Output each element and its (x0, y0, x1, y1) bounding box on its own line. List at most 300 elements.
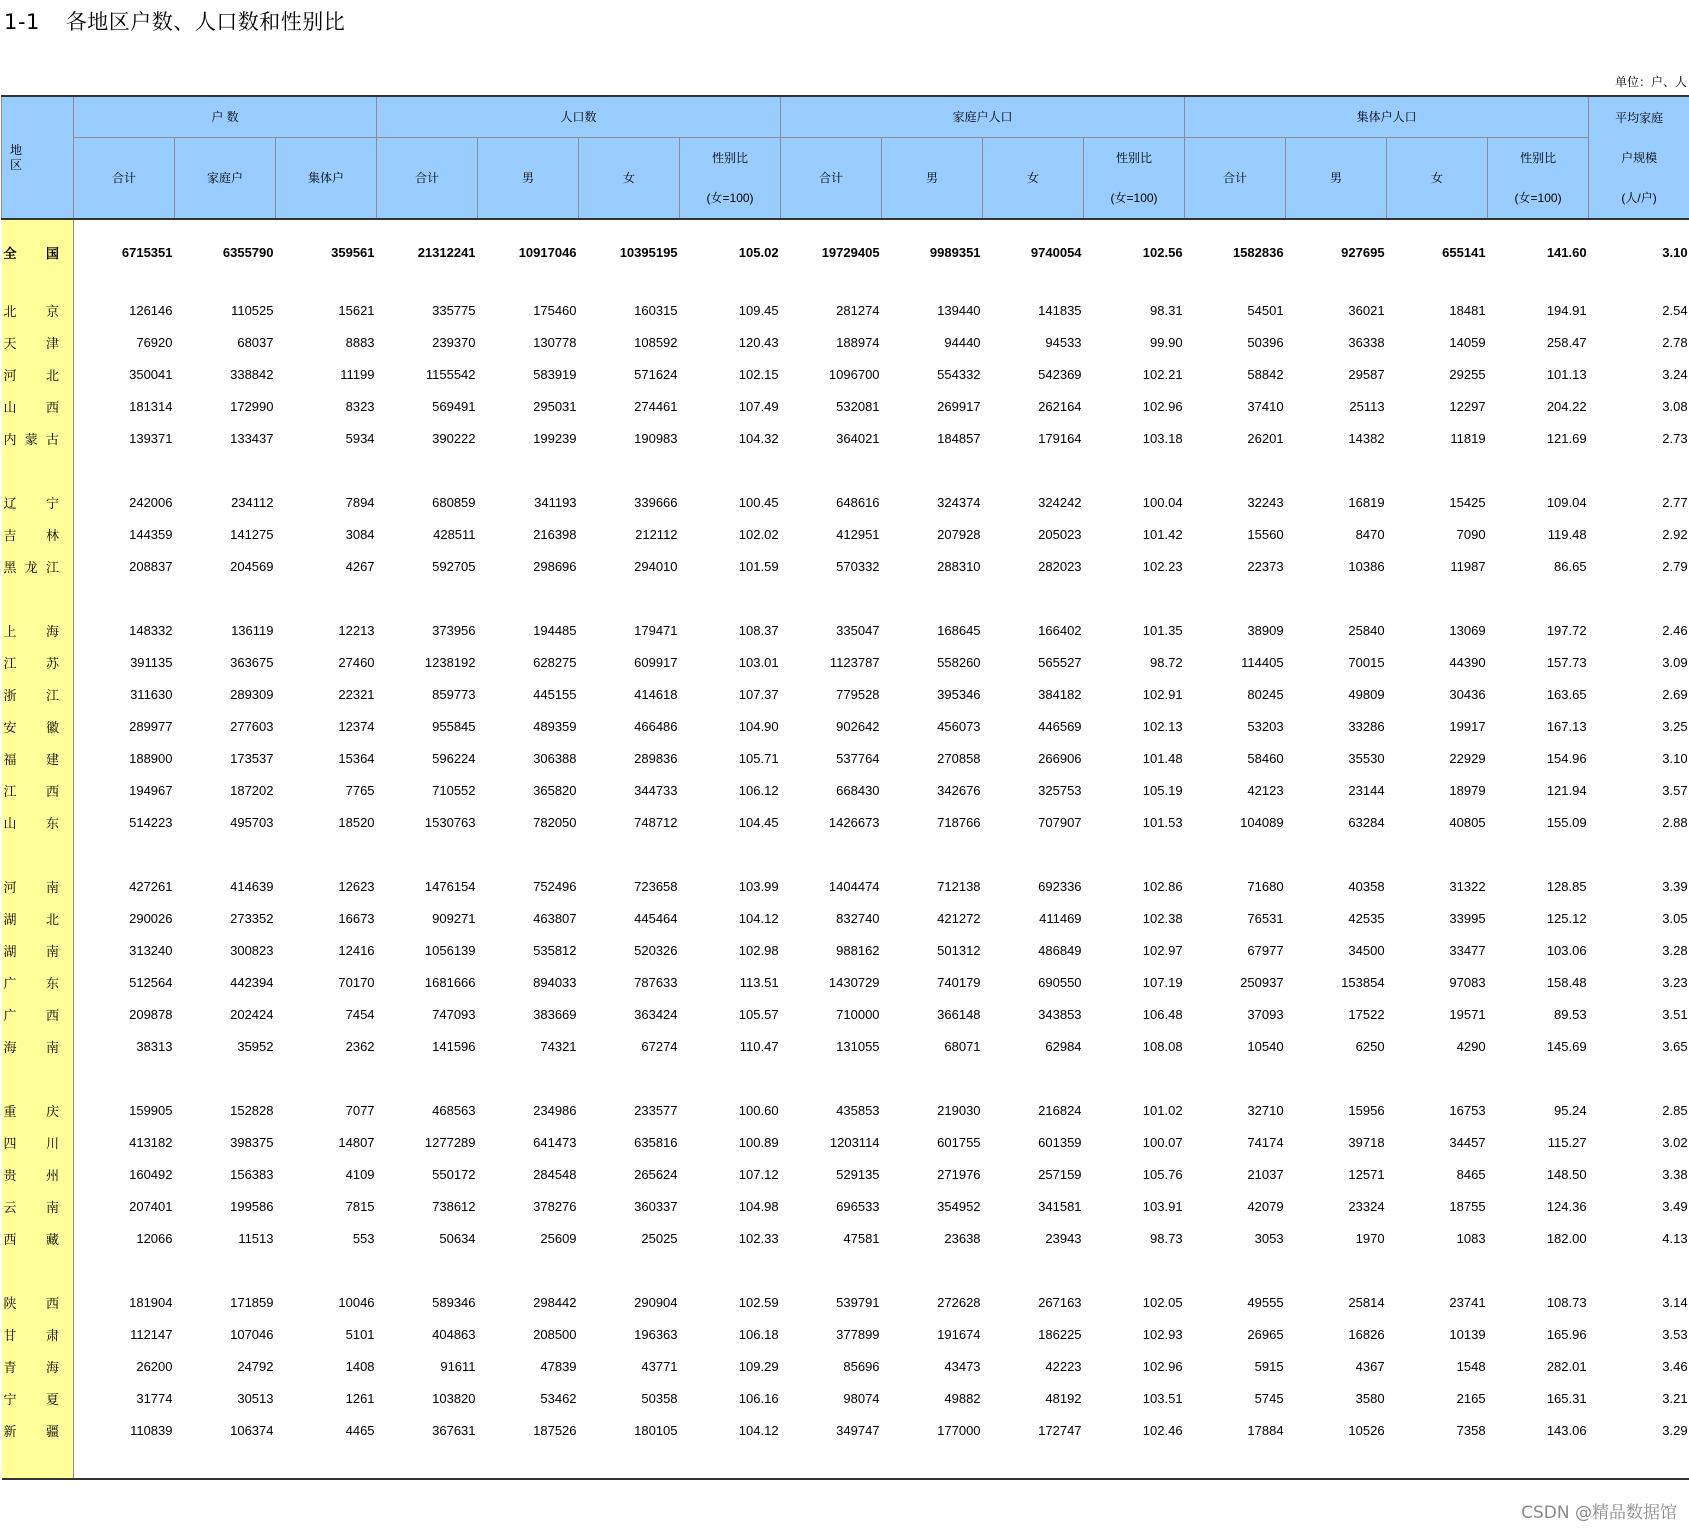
value-cell: 171859 (230, 1294, 274, 1310)
value-cell: 94440 (944, 334, 981, 350)
spacer-cell (680, 1446, 781, 1479)
value-cell: 10139 (1449, 1326, 1486, 1342)
value-cell: 412951 (836, 526, 880, 542)
value-cell: 97083 (1449, 974, 1486, 990)
value-cell: 569491 (432, 398, 476, 414)
value-cell: 194967 (129, 782, 173, 798)
value-cell: 124.36 (1546, 1198, 1587, 1214)
value-cell: 50634 (439, 1230, 476, 1246)
value-cell: 104.12 (738, 910, 779, 926)
value-cell: 13069 (1449, 622, 1486, 638)
value-cell: 738612 (432, 1198, 476, 1214)
value-cell: 8470 (1355, 526, 1385, 542)
value-cell: 109.45 (738, 302, 779, 318)
value-cell: 257159 (1038, 1166, 1082, 1182)
value-cell: 233577 (634, 1102, 678, 1118)
header-households: 户 数 (74, 96, 377, 138)
value-cell: 707907 (1038, 814, 1082, 830)
spacer-cell (1286, 838, 1387, 870)
value-cell: 100.60 (738, 1102, 779, 1118)
spacer-cell (377, 838, 478, 870)
value-cell: 15560 (1247, 526, 1284, 542)
spacer-cell (74, 838, 175, 870)
value-cell: 70170 (338, 974, 375, 990)
value-cell: 3.53 (1662, 1326, 1688, 1342)
region-name: 上海 (2, 614, 74, 646)
spacer-row (2, 1254, 1689, 1286)
value-cell: 298442 (533, 1294, 577, 1310)
region-name: 浙江 (2, 678, 74, 710)
table-row (2, 1126, 1689, 1158)
value-cell: 121.94 (1546, 782, 1587, 798)
spacer-cell (983, 838, 1084, 870)
value-cell: 99.90 (1150, 334, 1183, 350)
value-cell: 3.46 (1662, 1358, 1688, 1374)
value-cell: 787633 (634, 974, 678, 990)
value-cell: 25814 (1348, 1294, 1385, 1310)
value-cell: 363424 (634, 1006, 678, 1022)
value-cell: 648616 (836, 494, 880, 510)
table-row (2, 934, 1689, 966)
value-cell: 341581 (1038, 1198, 1082, 1214)
region-name: 甘肃 (2, 1318, 74, 1350)
value-cell: 3.39 (1662, 878, 1688, 894)
table-row (2, 486, 1689, 518)
table-row (2, 294, 1689, 326)
spacer-cell (1084, 1062, 1185, 1094)
value-cell: 38313 (136, 1038, 173, 1054)
value-cell: 49555 (1247, 1294, 1284, 1310)
spacer-cell (1387, 454, 1488, 486)
value-cell: 212112 (635, 526, 678, 542)
value-cell: 282023 (1038, 558, 1082, 574)
spacer-cell (74, 582, 175, 614)
value-cell: 3.09 (1662, 654, 1688, 670)
value-cell: 103.01 (738, 654, 779, 670)
value-cell: 105.76 (1142, 1166, 1183, 1182)
region-spacer (2, 268, 74, 294)
header-col-female: 女 (1387, 138, 1488, 220)
value-cell: 108.08 (1142, 1038, 1183, 1054)
value-cell: 143.06 (1546, 1422, 1587, 1438)
value-cell: 641473 (533, 1134, 577, 1150)
value-cell: 141596 (432, 1038, 476, 1054)
value-cell: 187526 (533, 1422, 577, 1438)
value-cell: 100.07 (1142, 1134, 1183, 1150)
value-cell: 208837 (129, 558, 173, 574)
value-cell: 42535 (1348, 910, 1385, 926)
value-cell: 108592 (634, 334, 678, 350)
value-cell: 102.93 (1142, 1326, 1183, 1342)
value-cell: 113.51 (739, 974, 779, 990)
value-cell: 273352 (230, 910, 274, 926)
header-fam-female: 女 (983, 138, 1084, 220)
table-row (2, 1382, 1689, 1414)
value-cell: 139371 (129, 430, 173, 446)
value-cell: 58460 (1247, 750, 1284, 766)
value-cell: 398375 (230, 1134, 274, 1150)
value-cell: 277603 (230, 718, 274, 734)
header-hh-family: 家庭户 (175, 138, 276, 220)
value-cell: 104.90 (738, 718, 779, 734)
value-cell: 445155 (533, 686, 577, 702)
value-cell: 468563 (432, 1102, 476, 1118)
value-cell: 289836 (634, 750, 678, 766)
region-spacer (2, 1446, 74, 1479)
value-cell: 68071 (944, 1038, 981, 1054)
value-cell: 7815 (345, 1198, 375, 1214)
spacer-cell (1488, 268, 1589, 294)
spacer-cell (579, 268, 680, 294)
value-cell: 747093 (432, 1006, 476, 1022)
value-cell: 514223 (129, 814, 173, 830)
value-cell: 269917 (937, 398, 981, 414)
value-cell: 199586 (230, 1198, 274, 1214)
value-cell: 114405 (1241, 654, 1284, 670)
spacer-cell (175, 1062, 276, 1094)
value-cell: 16826 (1348, 1326, 1385, 1342)
value-cell: 102.13 (1142, 718, 1183, 734)
spacer-cell (781, 1254, 882, 1286)
value-cell: 609917 (634, 654, 678, 670)
value-cell: 12623 (338, 878, 375, 894)
value-cell: 16753 (1449, 1102, 1486, 1118)
value-cell: 7454 (345, 1006, 375, 1022)
spacer-cell (1387, 268, 1488, 294)
value-cell: 102.96 (1142, 398, 1183, 414)
value-cell: 19571 (1449, 1006, 1486, 1022)
value-cell: 712138 (937, 878, 981, 894)
region-name: 西藏 (2, 1222, 74, 1254)
spacer-cell (680, 838, 781, 870)
value-cell: 338842 (230, 366, 274, 382)
region-name: 江苏 (2, 646, 74, 678)
value-cell: 1476154 (424, 878, 476, 894)
value-cell: 349747 (836, 1422, 880, 1438)
value-cell: 102.59 (738, 1294, 779, 1310)
value-cell: 160492 (129, 1166, 173, 1182)
value-cell: 98.31 (1150, 302, 1183, 318)
value-cell: 5101 (345, 1326, 375, 1342)
value-cell: 601359 (1038, 1134, 1082, 1150)
value-cell: 535812 (533, 942, 577, 958)
value-cell: 571624 (634, 366, 678, 382)
value-cell: 112147 (130, 1326, 173, 1342)
value-cell: 102.05 (1142, 1294, 1183, 1310)
header-col-sex-ratio: 性别比 (女=100) (1488, 138, 1589, 220)
value-cell: 655141 (1442, 244, 1486, 260)
value-cell: 779528 (836, 686, 880, 702)
value-cell: 306388 (533, 750, 577, 766)
value-cell: 565527 (1038, 654, 1082, 670)
value-cell: 107.49 (738, 398, 779, 414)
value-cell: 12374 (338, 718, 375, 734)
value-cell: 19729405 (821, 244, 880, 260)
value-cell: 290904 (634, 1294, 678, 1310)
value-cell: 265624 (634, 1166, 678, 1182)
value-cell: 190983 (634, 430, 678, 446)
spacer-cell (478, 838, 579, 870)
spacer-cell (1589, 1062, 1689, 1094)
value-cell: 109.04 (1546, 494, 1587, 510)
value-cell: 219030 (937, 1102, 981, 1118)
value-cell: 1277289 (424, 1134, 476, 1150)
value-cell: 377899 (836, 1326, 880, 1342)
value-cell: 101.02 (1142, 1102, 1183, 1118)
value-cell: 172990 (230, 398, 274, 414)
value-cell: 7077 (345, 1102, 375, 1118)
spacer-cell (1387, 219, 1488, 236)
value-cell: 495703 (230, 814, 274, 830)
value-cell: 262164 (1038, 398, 1082, 414)
table-row (2, 966, 1689, 998)
value-cell: 2165 (1456, 1390, 1486, 1406)
value-cell: 98074 (843, 1390, 880, 1406)
spacer-cell (1387, 838, 1488, 870)
value-cell: 748712 (634, 814, 678, 830)
region-name: 重庆 (2, 1094, 74, 1126)
value-cell: 9989351 (929, 244, 981, 260)
header-population: 人口数 (377, 96, 781, 138)
spacer-cell (1286, 268, 1387, 294)
table-row (2, 774, 1689, 806)
value-cell: 290026 (129, 910, 173, 926)
spacer-cell (478, 268, 579, 294)
value-cell: 101.59 (738, 558, 779, 574)
value-cell: 101.48 (1142, 750, 1183, 766)
value-cell: 53203 (1247, 718, 1284, 734)
header-pop-total: 合计 (377, 138, 478, 220)
value-cell: 15364 (338, 750, 375, 766)
spacer-cell (579, 1062, 680, 1094)
spacer-cell (983, 268, 1084, 294)
value-cell: 197.72 (1546, 622, 1587, 638)
spacer-cell (175, 838, 276, 870)
region-name: 云南 (2, 1190, 74, 1222)
spacer-cell (175, 582, 276, 614)
value-cell: 542369 (1038, 366, 1082, 382)
value-cell: 165.96 (1546, 1326, 1587, 1342)
value-cell: 202424 (230, 1006, 274, 1022)
value-cell: 44390 (1449, 654, 1486, 670)
spacer-cell (1488, 1446, 1589, 1479)
value-cell: 1970 (1355, 1230, 1385, 1246)
value-cell: 3.28 (1662, 942, 1688, 958)
value-cell: 26200 (136, 1358, 173, 1374)
value-cell: 554332 (937, 366, 981, 382)
spacer-cell (377, 454, 478, 486)
value-cell: 583919 (533, 366, 577, 382)
spacer-cell (1387, 1254, 1488, 1286)
value-cell: 294010 (634, 558, 678, 574)
spacer-cell (1084, 1446, 1185, 1479)
value-cell: 22929 (1449, 750, 1486, 766)
value-cell: 204569 (230, 558, 274, 574)
value-cell: 110.47 (739, 1038, 779, 1054)
value-cell: 12571 (1348, 1166, 1385, 1182)
value-cell: 22321 (338, 686, 375, 702)
value-cell: 14807 (338, 1134, 375, 1150)
value-cell: 894033 (533, 974, 577, 990)
value-cell: 10917046 (518, 244, 577, 260)
value-cell: 148.50 (1546, 1166, 1587, 1182)
value-cell: 12297 (1449, 398, 1486, 414)
value-cell: 177000 (937, 1422, 981, 1438)
value-cell: 271976 (937, 1166, 981, 1182)
region-spacer (2, 582, 74, 614)
table-row (2, 998, 1689, 1030)
value-cell: 27460 (338, 654, 375, 670)
value-cell: 635816 (634, 1134, 678, 1150)
region-name: 安徽 (2, 710, 74, 742)
table-row (2, 870, 1689, 902)
region-name: 陕西 (2, 1286, 74, 1318)
region-spacer (2, 454, 74, 486)
spacer-cell (983, 219, 1084, 236)
value-cell: 105.57 (738, 1006, 779, 1022)
spacer-cell (1286, 1254, 1387, 1286)
value-cell: 723658 (634, 878, 678, 894)
value-cell: 359561 (331, 244, 375, 260)
spacer-cell (1286, 1446, 1387, 1479)
value-cell: 1123787 (829, 654, 880, 670)
region-name: 湖南 (2, 934, 74, 966)
value-cell: 119.48 (1547, 526, 1587, 542)
value-cell: 390222 (432, 430, 476, 446)
spacer-cell (680, 454, 781, 486)
value-cell: 102.02 (738, 526, 779, 542)
value-cell: 160315 (634, 302, 678, 318)
spacer-cell (882, 454, 983, 486)
spacer-row (2, 1062, 1689, 1094)
value-cell: 21312241 (417, 244, 476, 260)
value-cell: 300823 (230, 942, 274, 958)
spacer-cell (579, 454, 680, 486)
value-cell: 36338 (1348, 334, 1385, 350)
spacer-cell (983, 582, 1084, 614)
value-cell: 107.19 (1142, 974, 1183, 990)
value-cell: 3.10 (1662, 750, 1688, 766)
value-cell: 103.06 (1546, 942, 1587, 958)
value-cell: 3.10 (1662, 244, 1688, 260)
value-cell: 15621 (338, 302, 375, 318)
value-cell: 196363 (634, 1326, 678, 1342)
value-cell: 752496 (533, 878, 577, 894)
value-cell: 10386 (1348, 558, 1385, 574)
value-cell: 205023 (1038, 526, 1082, 542)
value-cell: 105.02 (738, 244, 779, 260)
value-cell: 37093 (1247, 1006, 1284, 1022)
value-cell: 1530763 (424, 814, 476, 830)
value-cell: 456073 (937, 718, 981, 734)
value-cell: 106.18 (738, 1326, 779, 1342)
value-cell: 17884 (1247, 1422, 1284, 1438)
value-cell: 14059 (1449, 334, 1486, 350)
spacer-cell (74, 268, 175, 294)
spacer-cell (1185, 838, 1286, 870)
value-cell: 3.29 (1662, 1422, 1688, 1438)
region-spacer (2, 1062, 74, 1094)
value-cell: 3.02 (1662, 1134, 1688, 1150)
value-cell: 250937 (1240, 974, 1284, 990)
region-name: 湖北 (2, 902, 74, 934)
value-cell: 89.53 (1554, 1006, 1587, 1022)
value-cell: 489359 (533, 718, 577, 734)
value-cell: 628275 (533, 654, 577, 670)
spacer-cell (377, 1062, 478, 1094)
value-cell: 163.65 (1546, 686, 1587, 702)
value-cell: 11987 (1450, 558, 1486, 574)
spacer-cell (74, 454, 175, 486)
value-cell: 270858 (937, 750, 981, 766)
value-cell: 2.77 (1662, 494, 1688, 510)
value-cell: 3.57 (1662, 782, 1688, 798)
value-cell: 9740054 (1030, 244, 1082, 260)
value-cell: 70015 (1348, 654, 1385, 670)
spacer-cell (74, 1446, 175, 1479)
spacer-cell (781, 268, 882, 294)
value-cell: 6355790 (222, 244, 274, 260)
spacer-cell (1185, 582, 1286, 614)
value-cell: 3053 (1254, 1230, 1284, 1246)
value-cell: 42123 (1247, 782, 1284, 798)
value-cell: 141.60 (1546, 244, 1587, 260)
value-cell: 909271 (432, 910, 476, 926)
header-region: 地区 (2, 96, 74, 219)
value-cell: 553 (352, 1230, 375, 1246)
value-cell: 154.96 (1546, 750, 1587, 766)
header-col-total: 合计 (1185, 138, 1286, 220)
value-cell: 62984 (1045, 1038, 1082, 1054)
spacer-cell (1084, 582, 1185, 614)
value-cell: 335047 (836, 622, 880, 638)
value-cell: 144359 (129, 526, 173, 542)
spacer-cell (175, 219, 276, 236)
spacer-cell (377, 1254, 478, 1286)
value-cell: 191674 (937, 1326, 981, 1342)
value-cell: 104.32 (738, 430, 779, 446)
spacer-row (2, 268, 1689, 294)
value-cell: 108.37 (738, 622, 779, 638)
value-cell: 47581 (843, 1230, 880, 1246)
national-row (2, 236, 1689, 268)
value-cell: 718766 (937, 814, 981, 830)
spacer-cell (1084, 838, 1185, 870)
value-cell: 364021 (836, 430, 880, 446)
value-cell: 102.86 (1142, 878, 1183, 894)
value-cell: 184857 (937, 430, 981, 446)
value-cell: 156383 (230, 1166, 274, 1182)
spacer-row (2, 454, 1689, 486)
value-cell: 414639 (230, 878, 274, 894)
value-cell: 350041 (129, 366, 173, 382)
spacer-cell (1589, 1446, 1689, 1479)
value-cell: 207928 (937, 526, 981, 542)
value-cell: 103.18 (1142, 430, 1183, 446)
table-number: 1-1 (4, 10, 40, 34)
value-cell: 239370 (432, 334, 476, 350)
value-cell: 8465 (1456, 1166, 1486, 1182)
value-cell: 139440 (937, 302, 981, 318)
value-cell: 446569 (1038, 718, 1082, 734)
spacer-cell (1488, 454, 1589, 486)
spacer-cell (377, 1446, 478, 1479)
value-cell: 58842 (1247, 366, 1284, 382)
value-cell: 3.65 (1662, 1038, 1688, 1054)
value-cell: 6715351 (121, 244, 173, 260)
value-cell: 35530 (1348, 750, 1385, 766)
spacer-cell (781, 219, 882, 236)
